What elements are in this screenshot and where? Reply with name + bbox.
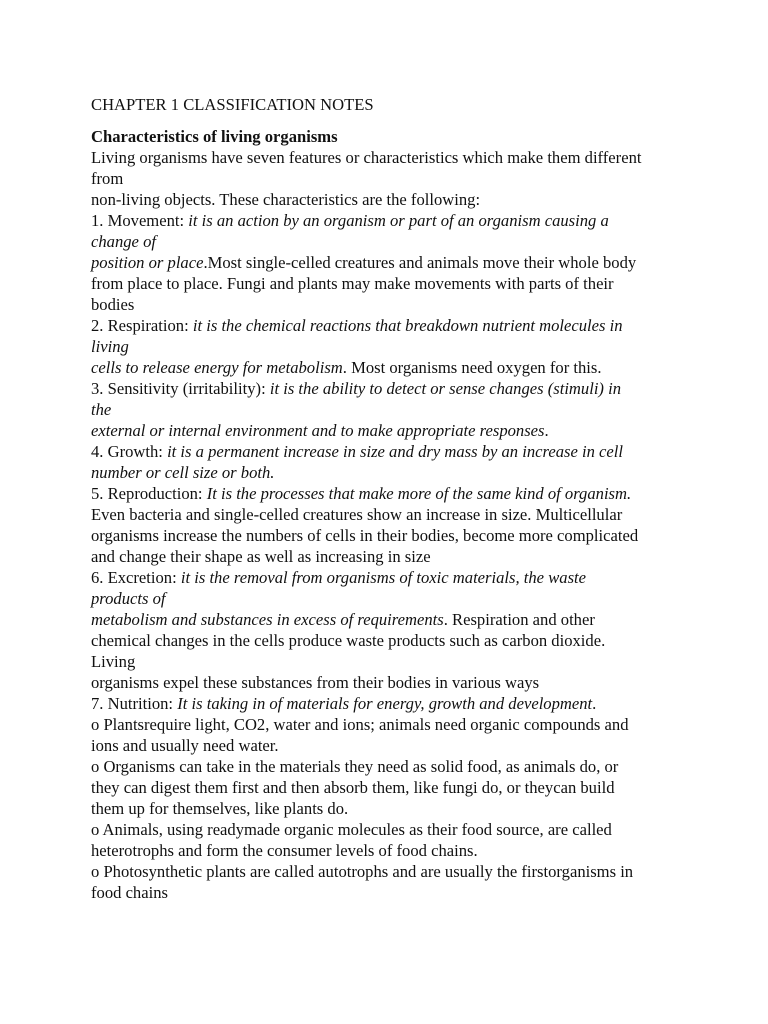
excretion-line [91, 609, 691, 630]
growth-definition: number or cell size or both. [91, 463, 275, 482]
movement-definition: it is an action by an organism or part of an organism causing a [188, 211, 609, 230]
nutrition-bullet: heterotrophs and form the consumer levels of food chains. [91, 841, 478, 860]
section-heading: Characteristics of living organisms [91, 127, 338, 146]
document-content [91, 94, 691, 903]
intro-line: from [91, 169, 124, 188]
respiration-text: . Most organisms need oxygen for this. [342, 358, 602, 377]
nutrition-bullet: food chains [91, 883, 168, 902]
sensitivity-definition: external or internal environment and to make appropriate responses [91, 421, 545, 440]
characteristic-sensitivity [91, 378, 691, 441]
excretion-definition: it is the removal from organisms of toxic materials, the waste [180, 568, 586, 587]
reproduction-line [91, 483, 691, 504]
respiration-label: 2. Respiration: [91, 316, 193, 335]
excretion-label: 6. Excretion: [91, 568, 181, 587]
nutrition-text: . [592, 694, 597, 713]
nutrition-bullet: them up for themselves, like plants do. [91, 799, 349, 818]
reproduction-label: 5. Reproduction: [91, 484, 207, 503]
document-title: CHAPTER 1 CLASSIFICATION NOTES [91, 95, 374, 114]
movement-line [91, 252, 691, 273]
intro-line: non-living objects. These characteristics are the following: [91, 190, 481, 209]
excretion-text: . Respiration and other [443, 610, 595, 629]
reproduction-text: and change their shape as well as increasing in size [91, 547, 431, 566]
movement-line [91, 210, 691, 231]
sensitivity-line [91, 420, 691, 441]
nutrition-bullet: o Plantsrequire light, CO2, water and ions; animals need organic compounds and [91, 715, 629, 734]
excretion-text: Living [91, 652, 136, 671]
sensitivity-definition: it is the ability to detect or sense changes (stimuli) in [269, 379, 622, 398]
excretion-text: chemical changes in the cells produce waste products such as carbon dioxide. [91, 631, 606, 650]
nutrition-definition: It is taking in of materials for energy, growth and development [177, 694, 593, 713]
growth-line [91, 441, 691, 462]
reproduction-definition: It is the processes that make more of the same kind of organism. [206, 484, 632, 503]
characteristic-respiration [91, 315, 691, 378]
movement-label: 1. Movement: [91, 211, 189, 230]
nutrition-line [91, 693, 691, 714]
respiration-line [91, 315, 691, 336]
nutrition-bullet: ions and usually need water. [91, 736, 279, 755]
movement-text: from place to place. Fungi and plants may make movements with parts of their [91, 274, 614, 293]
nutrition-bullet: o Animals, using readymade organic molecules as their food source, are called [91, 820, 612, 839]
movement-definition: change of [91, 232, 156, 251]
respiration-definition: cells to release energy for metabolism [91, 358, 343, 377]
characteristic-movement [91, 210, 691, 315]
sensitivity-label: 3. Sensitivity (irritability): [91, 379, 270, 398]
sensitivity-text: . [544, 421, 549, 440]
movement-definition: position or place [91, 253, 204, 272]
characteristic-reproduction [91, 483, 691, 567]
sensitivity-definition: the [91, 400, 112, 419]
excretion-line [91, 567, 691, 588]
respiration-definition: it is the chemical reactions that breakdown nutrient molecules in [192, 316, 623, 335]
excretion-definition: products of [91, 589, 166, 608]
intro-line: Living organisms have seven features or characteristics which make them different [91, 148, 642, 167]
movement-text: bodies [91, 295, 135, 314]
movement-text: .Most single-celled creatures and animals move their whole body [203, 253, 637, 272]
excretion-text: organisms expel these substances from their bodies in various ways [91, 673, 540, 692]
characteristic-growth [91, 441, 691, 483]
nutrition-label: 7. Nutrition: [91, 694, 178, 713]
excretion-definition: metabolism and substances in excess of requirements [91, 610, 444, 629]
growth-definition: it is a permanent increase in size and dry mass by an increase in cell [167, 442, 624, 461]
intro-paragraph [91, 147, 691, 210]
characteristic-excretion [91, 567, 691, 693]
nutrition-bullet: o Photosynthetic plants are called autotrophs and are usually the firstorganisms in [91, 862, 634, 881]
sensitivity-line [91, 378, 691, 399]
growth-label: 4. Growth: [91, 442, 168, 461]
nutrition-bullet: they can digest them first and then absorb them, like fungi do, or theycan build [91, 778, 615, 797]
characteristic-nutrition [91, 693, 691, 903]
reproduction-text: Even bacteria and single-celled creatures show an increase in size. Multicellular [91, 505, 623, 524]
respiration-line [91, 357, 691, 378]
respiration-definition: living [91, 337, 129, 356]
reproduction-text: organisms increase the numbers of cells in their bodies, become more complicated [91, 526, 639, 545]
nutrition-bullet: o Organisms can take in the materials they need as solid food, as animals do, or [91, 757, 619, 776]
